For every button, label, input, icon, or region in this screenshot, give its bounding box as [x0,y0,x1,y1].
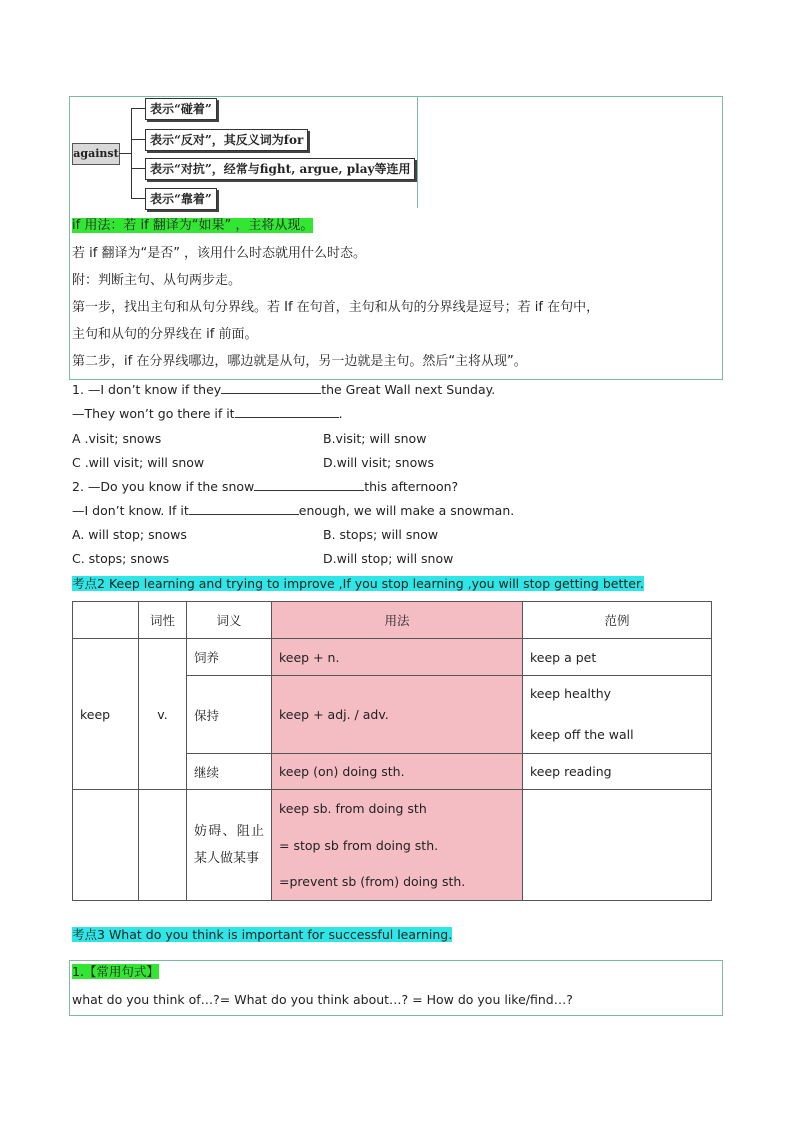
q1-text-pre: 1. —I don’t know if they [72,382,222,397]
q1-option-c[interactable]: C .will visit; will snow [72,455,205,470]
pos-cell: v. [139,639,187,790]
pattern-line: what do you think of…?= What do you think about…? = How do you like/find…? [72,992,573,1007]
diagram-branch-line [131,108,145,109]
point-2-heading [72,575,644,593]
if-line-2: 附：判断主句、从句两步走。 [72,273,242,288]
if-line-4: 主句和从句的分界线在 if 前面。 [72,327,258,342]
point-3-label: 考点 [72,927,98,942]
q2-text2-post: enough, we will make a snowman. [298,503,515,518]
point-2-text: 2 Keep learning and trying to improve ,If you stop learning ,you will stop getting better. [97,576,644,591]
usage-cell: keep + adj. / adv. [272,676,523,754]
meaning-cell: 保持 [187,676,272,754]
diagram-branch-line [131,198,145,199]
pos-cell-empty [139,790,187,901]
example-cell: keep reading [523,754,712,790]
word-cell: keep [73,639,139,790]
q2-text-post: this afternoon? [364,479,459,494]
diagram-trunk [131,108,132,199]
keep-usage-table [72,601,712,901]
if-usage-heading [72,216,313,236]
branch-node-4: 表示“靠着” [145,188,217,210]
example-cell-empty [523,790,712,901]
example-line: keep healthy [530,686,612,701]
q2-option-b[interactable]: B. stops; will snow [323,527,439,542]
branch-node-2: 表示“反对”，其反义词为for [145,129,308,151]
usage-line: keep sb. from doing sth [279,800,427,816]
header-blank [73,602,139,639]
q2-blank-1[interactable] [254,490,364,491]
question-1-line-2 [72,405,343,423]
example-line: keep off the wall [530,727,634,742]
header-meaning: 词义 [187,602,272,639]
q2-option-d[interactable]: D.will stop; will snow [323,551,454,566]
box-divider [417,96,418,208]
q1-option-b[interactable]: B.visit; will snow [323,431,427,446]
if-heading-text: if 用法：若 if 翻译为“如果” ，主将从现。 [72,218,314,233]
question-2-line-1 [72,478,458,496]
q2-option-c[interactable]: C. stops; snows [72,551,170,566]
header-pos: 词性 [139,602,187,639]
q1-text-post: the Great Wall next Sunday. [321,382,496,397]
point-3-text: 3 What do you think is important for successful learning. [97,927,453,942]
point-3-heading [72,926,452,944]
q2-blank-2[interactable] [189,514,299,515]
q2-text2-pre: —I don’t know. If it [72,503,189,518]
q1-blank-1[interactable] [221,393,321,394]
against-root-node: against [72,143,120,165]
usage-cell [272,790,523,901]
q1-blank-2[interactable] [235,417,339,418]
diagram-branch-line [131,139,145,140]
question-1-line-1 [72,381,495,399]
meaning-cell: 饲养 [187,639,272,676]
meaning-cell: 继续 [187,754,272,790]
word-cell-empty [73,790,139,901]
example-cell [523,676,712,754]
q2-option-a[interactable]: A. will stop; snows [72,527,187,542]
table-row [73,639,712,676]
q2-text-pre: 2. —Do you know if the snow [72,479,255,494]
table-header-row [73,602,712,639]
usage-line: = stop sb from doing sth. [279,837,439,853]
usage-line: =prevent sb (from) doing sth. [279,873,466,889]
table-row [73,790,712,901]
if-line-3: 第一步，找出主句和从句分界线。若 If 在句首，主句和从句的分界线是逗号；若 if 在句中， [72,300,600,315]
header-usage: 用法 [272,602,523,639]
q1-option-d[interactable]: D.will visit; snows [323,455,434,470]
usage-cell: keep (on) doing sth. [272,754,523,790]
branch-node-3: 表示“对抗”，经常与fight, argue, play等连用 [145,158,415,180]
q1-text2-pre: —They won’t go there if it [72,406,235,421]
example-cell: keep a pet [523,639,712,676]
usage-cell: keep + n. [272,639,523,676]
if-line-1: 若 if 翻译为“是否” ，该用什么时态就用什么时态。 [72,246,367,261]
q1-text2-post: . [338,406,343,421]
q1-option-a[interactable]: A .visit; snows [72,431,162,446]
header-example: 范例 [523,602,712,639]
point-2-label: 考点 [72,576,98,591]
if-line-5: 第二步，if 在分界线哪边，哪边就是从句，另一边就是主句。然后“主将从现”。 [72,354,527,369]
meaning-cell: 妨碍、阻止某人做某事 [187,790,272,901]
pattern-heading [72,963,159,981]
diagram-branch-line [131,168,145,169]
question-2-line-2 [72,502,514,520]
branch-node-1: 表示“碰着” [145,98,217,120]
pattern-heading-text: 1.【常用句式】 [72,964,159,979]
